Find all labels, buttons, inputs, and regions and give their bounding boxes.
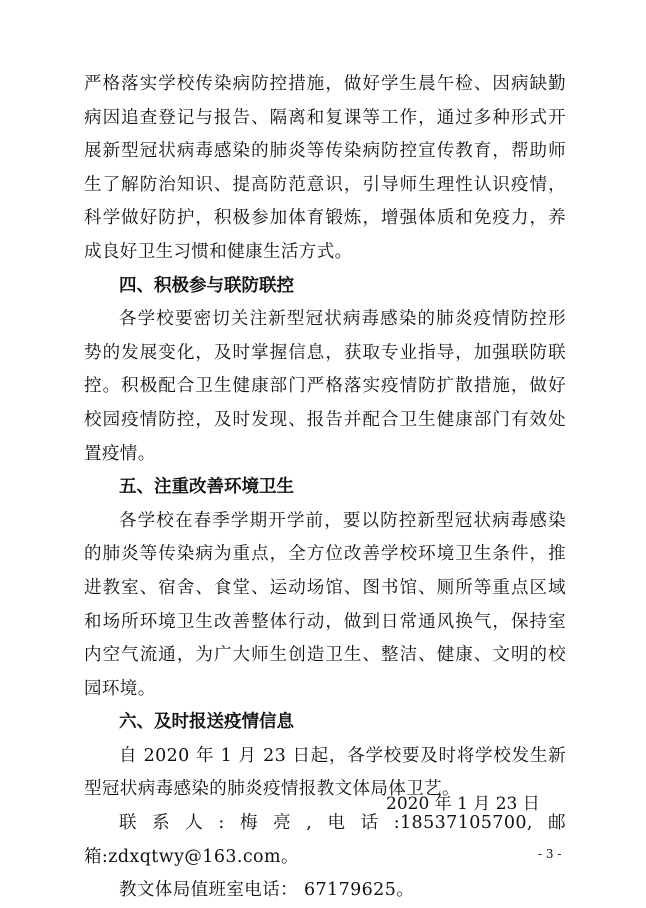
document-date: 2020 年 1 月 23 日 <box>386 794 540 814</box>
paragraph-joint-prevention: 各学校要密切关注新型冠状病毒感染的肺炎疫情防控形势的发展变化，及时掌握信息，获取专业指导，加强联防联控。积极配合卫生健康部门严格落实疫情防扩散措施，做好校园疫情防控，及时发现、报告并配合卫生健康部门有效处置疫情。 <box>84 309 566 464</box>
paragraph-prevention-measures: 严格落实学校传染病防控措施，做好学生晨午检、因病缺勤病因追查登记与报告、隔离和复课等工作，通过多种形式开展新型冠状病毒感染的肺炎等传染病防控宣传教育，帮助师生了解防治知识、提高防范意识，引导师生理性认识疫情，科学做好防护，积极参加体育锻炼，增强体质和免疫力，养成良好卫生习惯和健康生活方式。 <box>84 74 566 262</box>
page-number: - 3 - <box>538 847 562 861</box>
paragraph-environmental-hygiene: 各学校在春季学期开学前，要以防控新型冠状病毒感染的肺炎等传染病为重点，全方位改善学校环境卫生条件，推进教室、宿舍、食堂、运动场馆、图书馆、厕所等重点区域和场所环境卫生改善整体行动，做到日常通风换气，保持室内空气流通，为广大师生创造卫生、整洁、健康、文明的校园环境。 <box>84 510 566 699</box>
heading-report-epidemic: 六、及时报送疫情信息 <box>119 712 294 733</box>
heading-joint-prevention: 四、积极参与联防联控 <box>119 275 294 296</box>
paragraph-report-epidemic: 自 2020 年 1 月 23 日起，各学校要及时将学校发生新型冠状病毒感染的肺炎疫情报教文体局体卫艺。 <box>84 745 566 800</box>
paragraph-duty-phone: 教文体局值班室电话： 67179625。 <box>119 880 415 901</box>
paragraph-contact-person: 联系人:梅亮,电话:18537105700,邮箱:zdxqtwy@163.com。 <box>84 813 566 867</box>
document-body <box>84 68 566 908</box>
heading-environmental-hygiene: 五、注重改善环境卫生 <box>119 477 294 498</box>
